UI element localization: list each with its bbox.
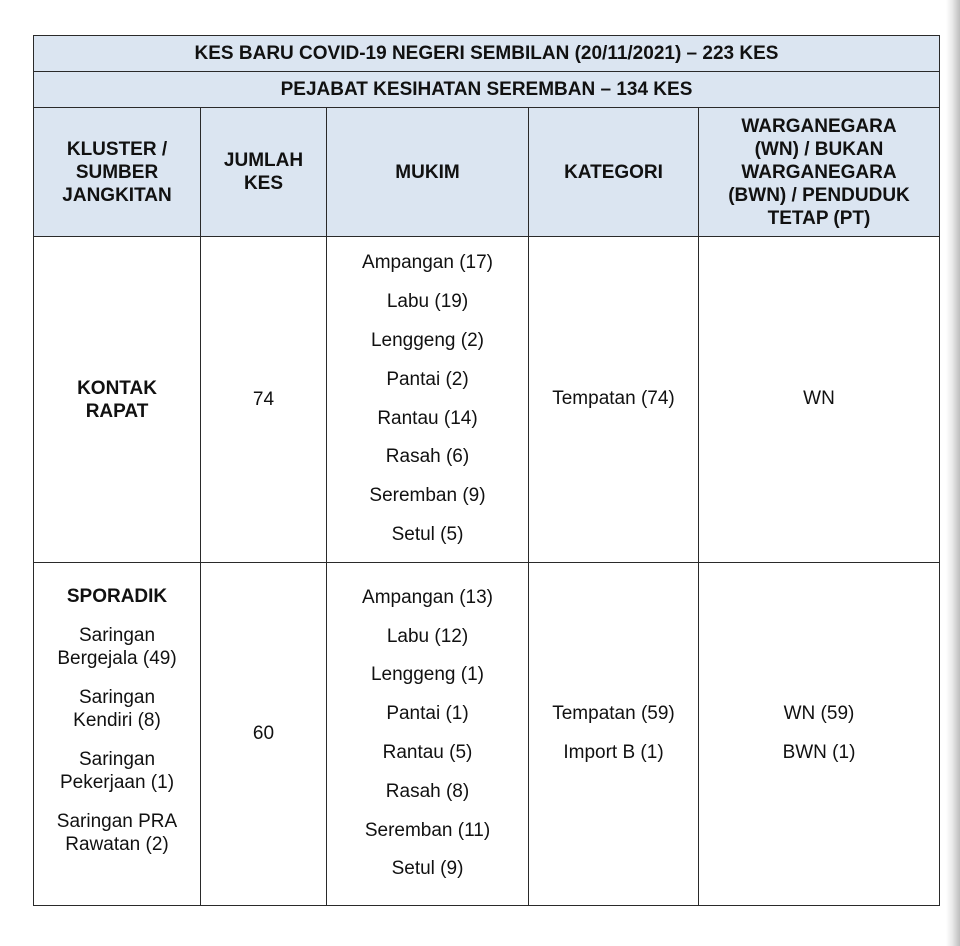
mukim-item: Pantai (1) bbox=[386, 703, 469, 725]
kluster-subitem-line: Rawatan (2) bbox=[65, 834, 169, 855]
mukim-item: Ampangan (13) bbox=[362, 586, 493, 608]
kluster-line: KONTAK bbox=[77, 377, 157, 399]
header-warga-line: TETAP (PT) bbox=[767, 207, 871, 229]
header-kluster-line: SUMBER bbox=[75, 161, 159, 183]
mukim-item: Ampangan (17) bbox=[362, 252, 493, 274]
kluster-subitem-line: Saringan PRA bbox=[56, 811, 178, 832]
header-warga-line: WARGANEGARA bbox=[741, 161, 897, 183]
header-jumlah bbox=[201, 108, 327, 237]
kluster-subitem bbox=[34, 810, 200, 856]
mukim-item: Seremban (9) bbox=[369, 485, 486, 507]
kluster-subitem-line: Bergejala (49) bbox=[57, 648, 177, 669]
kluster-subitem bbox=[34, 686, 200, 732]
mukim-item: Rasah (6) bbox=[385, 446, 470, 468]
cell-kluster bbox=[34, 563, 201, 906]
header-kluster bbox=[34, 108, 201, 237]
kategori-item: Tempatan (74) bbox=[552, 388, 675, 410]
header-kluster-line: JANGKITAN bbox=[62, 184, 172, 206]
table-row bbox=[34, 237, 940, 563]
cell-warga bbox=[699, 237, 940, 563]
header-warga-line: (BWN) / PENDUDUK bbox=[728, 184, 910, 206]
header-kategori: KATEGORI bbox=[529, 108, 699, 237]
mukim-item: Lenggeng (1) bbox=[370, 664, 485, 686]
table-subtitle: PEJABAT KESIHATAN SEREMBAN – 134 KES bbox=[34, 72, 940, 108]
header-mukim: MUKIM bbox=[327, 108, 529, 237]
mukim-item: Rantau (5) bbox=[382, 742, 473, 763]
cell-mukim bbox=[327, 237, 529, 563]
kluster-subitem bbox=[34, 624, 200, 670]
table-title: KES BARU COVID-19 NEGERI SEMBILAN (20/11/2021) – 223 KES bbox=[34, 36, 940, 72]
cell-jumlah: 60 bbox=[201, 563, 327, 906]
header-warga-line: WARGANEGARA bbox=[741, 115, 897, 137]
cell-warga bbox=[699, 563, 940, 906]
covid-cases-table bbox=[33, 35, 940, 906]
cell-kategori bbox=[529, 237, 699, 563]
header-jumlah-line: JUMLAH bbox=[223, 150, 304, 171]
warga-item: WN (59) bbox=[783, 703, 855, 725]
mukim-item: Lenggeng (2) bbox=[370, 329, 485, 351]
cell-jumlah: 74 bbox=[201, 237, 327, 563]
header-jumlah-line: KES bbox=[243, 173, 284, 194]
table-row bbox=[34, 563, 940, 906]
kluster-subitem-line: Saringan bbox=[78, 625, 156, 646]
mukim-item: Rasah (8) bbox=[385, 780, 470, 802]
cell-kategori bbox=[529, 563, 699, 906]
kluster-line: RAPAT bbox=[85, 400, 149, 422]
kluster-subitem-line: Saringan bbox=[78, 687, 156, 708]
kluster-title: SPORADIK bbox=[66, 586, 168, 607]
kluster-subitem-line: Pekerjaan (1) bbox=[59, 772, 175, 793]
header-kluster-line: KLUSTER / bbox=[66, 138, 168, 160]
mukim-item: Seremban (11) bbox=[364, 819, 491, 841]
kategori-item: Tempatan (59) bbox=[552, 703, 675, 725]
kluster-subitem-line: Saringan bbox=[78, 749, 156, 770]
page-edge-shadow bbox=[946, 0, 960, 946]
mukim-item: Setul (5) bbox=[391, 523, 464, 545]
mukim-item: Rantau (14) bbox=[377, 407, 478, 429]
mukim-item: Setul (9) bbox=[391, 858, 464, 880]
cell-kluster bbox=[34, 237, 201, 563]
header-warga bbox=[699, 108, 940, 237]
kategori-item: Import B (1) bbox=[563, 742, 664, 763]
header-warga-line: (WN) / BUKAN bbox=[754, 138, 884, 160]
kluster-subitem bbox=[34, 748, 200, 794]
cell-mukim bbox=[327, 563, 529, 906]
warga-item: BWN (1) bbox=[782, 742, 856, 763]
warga-item: WN bbox=[803, 388, 835, 410]
mukim-item: Labu (19) bbox=[386, 291, 469, 313]
mukim-item: Labu (12) bbox=[386, 625, 469, 647]
mukim-item: Pantai (2) bbox=[386, 368, 469, 390]
kluster-subitem-line: Kendiri (8) bbox=[73, 710, 161, 731]
